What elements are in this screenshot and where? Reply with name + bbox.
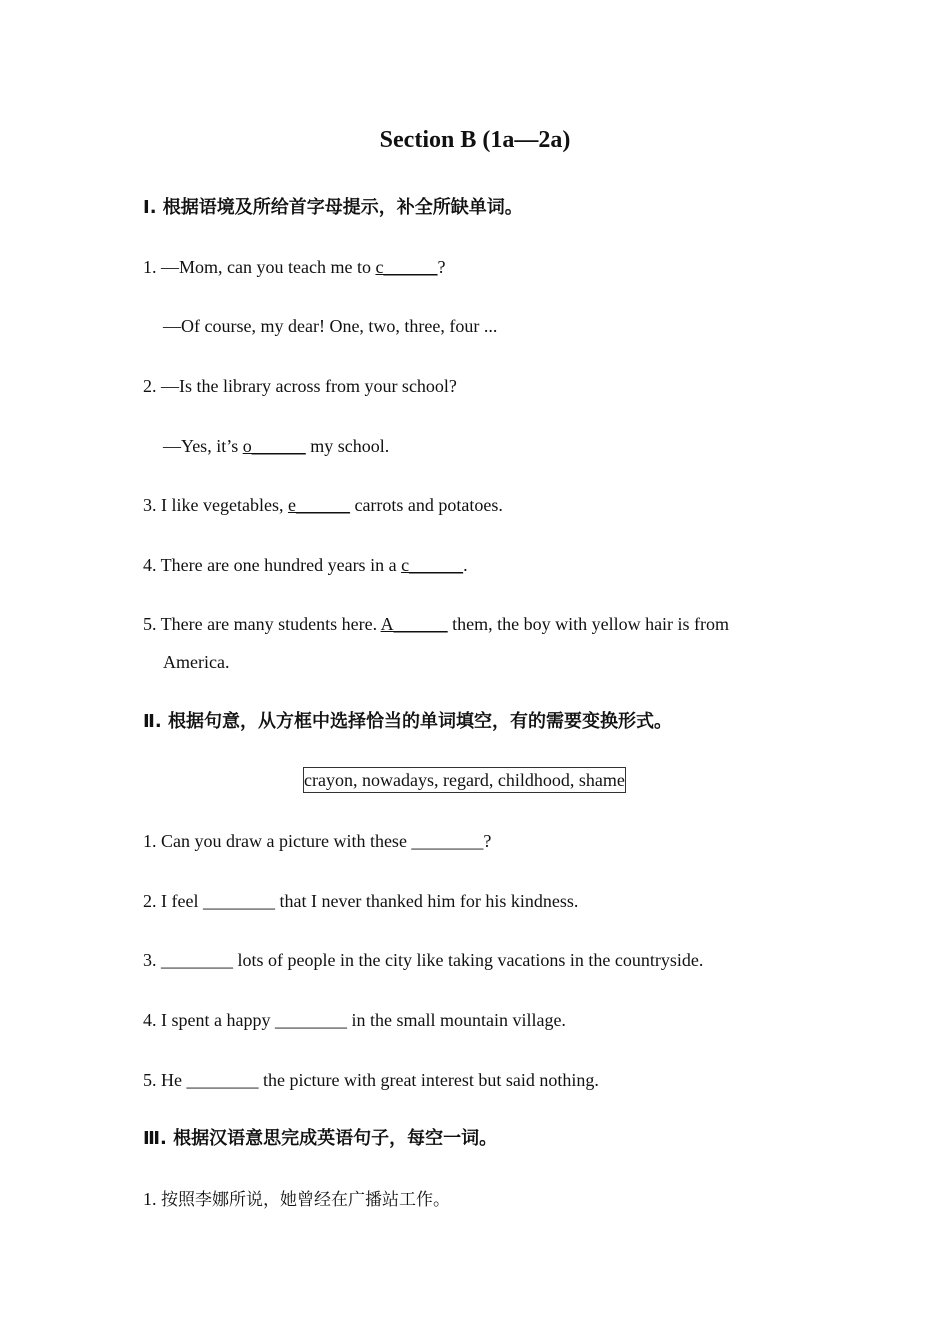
s2-question-3: 3. ________ lots of people in the city like taking vacations in the countryside. (143, 950, 704, 970)
s2-question-2: 2. I feel ________ that I never thanked him for his kindness. (143, 891, 579, 911)
section-2-heading: Ⅱ. 根据句意，从方框中选择恰当的单词填空，有的需要变换形式。 (143, 711, 672, 732)
section-3-heading: Ⅲ. 根据汉语意思完成英语句子，每空一词。 (143, 1128, 498, 1149)
s1-question-5 (143, 611, 729, 637)
s1-q2a-pre: —Yes, it’s (163, 436, 243, 456)
s1-q5-pre: 5. There are many students here. (143, 614, 381, 634)
s1-q1-pre: 1. —Mom, can you teach me to (143, 257, 376, 277)
s1-q1-blank: c______ (375, 257, 438, 277)
s3-q1-number: 1. (143, 1189, 161, 1209)
s2-question-4: 4. I spent a happy ________ in the small mountain village. (143, 1010, 566, 1030)
s1-q2a-blank: o______ (242, 436, 306, 456)
s1-question-1 (143, 254, 445, 280)
s1-question-2: 2. —Is the library across from your school? (143, 376, 457, 396)
s1-q3-post: carrots and potatoes. (349, 495, 503, 515)
section-1-heading: Ⅰ. 根据语境及所给首字母提示，补全所缺单词。 (143, 197, 523, 218)
s1-question-1-answer: —Of course, my dear! One, two, three, four ... (163, 316, 498, 336)
s1-question-5-continued: America. (163, 652, 230, 672)
s1-q4-post: . (463, 555, 468, 575)
s1-question-3 (143, 492, 503, 518)
s1-question-4 (143, 552, 468, 578)
s2-question-1: 1. Can you draw a picture with these ________? (143, 831, 492, 851)
s1-q4-blank: c______ (401, 555, 464, 575)
word-bank-box: crayon, nowadays, regard, childhood, shame (303, 767, 626, 793)
page-title: Section B (1a—2a) (379, 127, 571, 153)
s3-question-1 (143, 1186, 450, 1213)
s1-q4-pre: 4. There are one hundred years in a (143, 555, 402, 575)
s1-question-2-answer (163, 433, 389, 459)
s3-q1-text: 按照李娜所说，她曾经在广播站工作。 (161, 1190, 450, 1210)
s1-q5-blank: A______ (380, 614, 448, 634)
s1-q2a-post: my school. (305, 436, 390, 456)
s1-q1-post: ? (437, 257, 446, 277)
s2-question-5: 5. He ________ the picture with great interest but said nothing. (143, 1070, 599, 1090)
s1-q3-blank: e______ (287, 495, 350, 515)
s1-q3-pre: 3. I like vegetables, (143, 495, 288, 515)
s1-q5-post: them, the boy with yellow hair is from (447, 614, 730, 634)
